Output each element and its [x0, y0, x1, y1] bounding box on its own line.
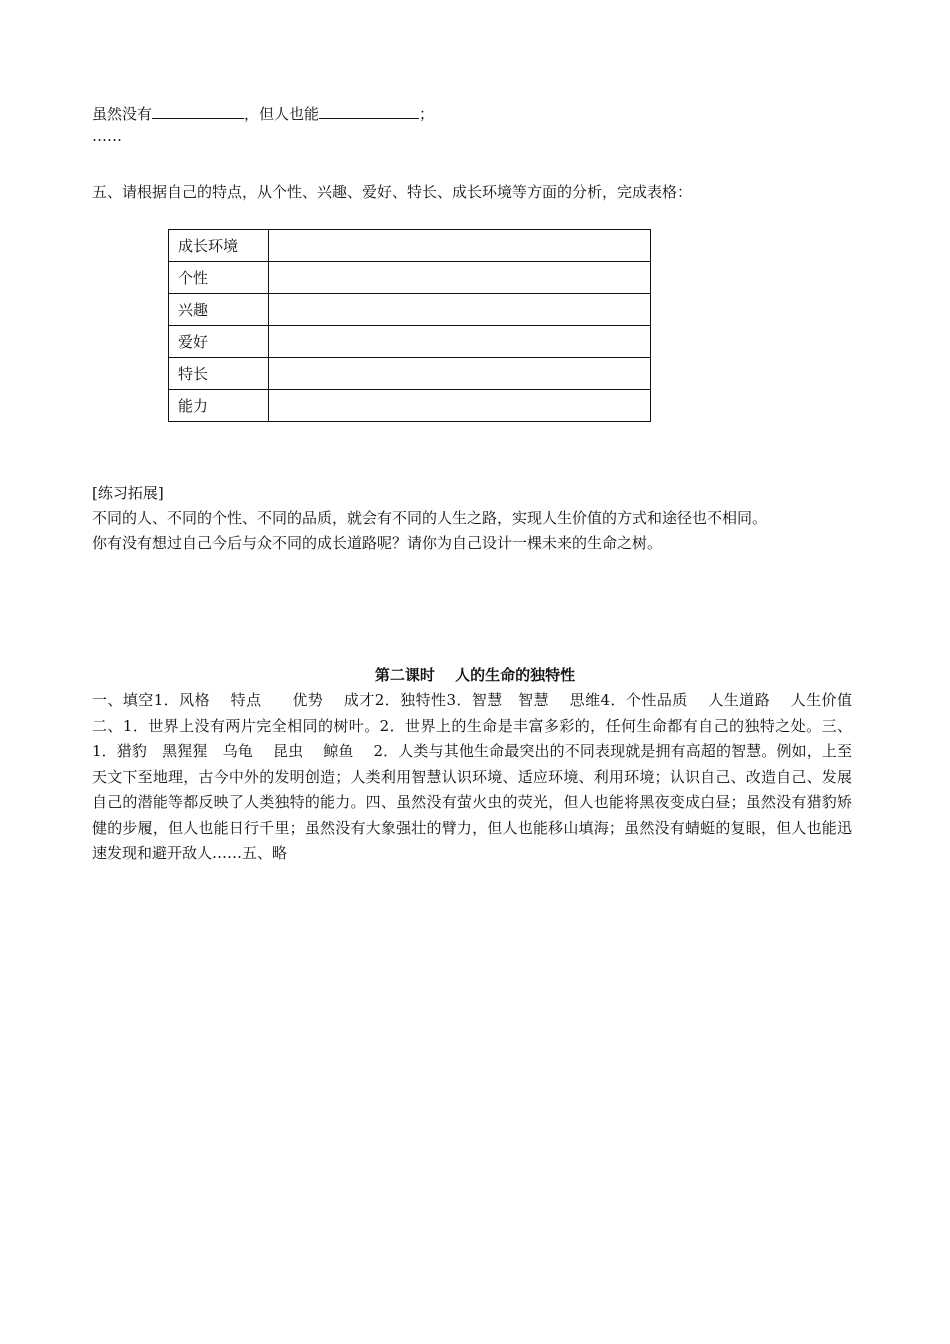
ellipsis-line: …… — [92, 127, 122, 145]
row-label: 成长环境 — [169, 230, 269, 262]
row-answer-cell[interactable] — [269, 326, 651, 358]
sentence-part-3: ； — [419, 105, 435, 123]
row-answer-cell[interactable] — [269, 294, 651, 326]
fill-in-sentence — [92, 104, 434, 124]
row-label: 兴趣 — [169, 294, 269, 326]
table-row — [169, 262, 651, 294]
row-answer-cell[interactable] — [269, 230, 651, 262]
answer-blank-2[interactable] — [319, 104, 419, 119]
answer-section-title: 第二课时 人的生命的独特性 — [374, 666, 576, 684]
table-row — [169, 390, 651, 422]
row-label: 能力 — [169, 390, 269, 422]
table-row — [169, 326, 651, 358]
row-label: 个性 — [169, 262, 269, 294]
practice-paragraph — [92, 506, 862, 556]
row-answer-cell[interactable] — [269, 358, 651, 390]
section-5-prompt: 五、请根据自己的特点，从个性、兴趣、爱好、特长、成长环境等方面的分析，完成表格： — [92, 183, 693, 201]
self-analysis-table — [168, 229, 651, 422]
practice-heading: [练习拓展] — [92, 484, 164, 502]
row-answer-cell[interactable] — [269, 390, 651, 422]
answer-paragraph: 一、填空1．风格 特点 优势 成才2．独特性3．智慧 智慧 思维4．个性品质 人生道路 人生价值 二、1．世界上没有两片完全相同的树叶。2．世界上的生命是丰富多彩的，任何生命都有自己的独特之处。三、1．猎豹 黑猩猩 乌龟 昆虫 鲸鱼 2．人类与其他生命最突出的不同表现就是拥有高超的智慧。例如，上至天文下至地理，古今中外的发明创造；人类利用智慧认识环境、适应环境、利用环境；认识自己、改造自己、发展自己的潜能等都反映了人类独特的能力。四、虽然没有萤火虫的荧光，但人也能将黑夜变成白昼；虽然没有猎豹矫健的步履，但人也能日行千里；虽然没有大象强壮的臂力，但人也能移山填海；虽然没有蜻蜓的复眼，但人也能迅速发现和避开敌人……五、略 — [92, 691, 868, 862]
row-answer-cell[interactable] — [269, 262, 651, 294]
practice-line-1: 不同的人、不同的个性、不同的品质，就会有不同的人生之路，实现人生价值的方式和途径也不相同。 — [92, 509, 768, 527]
answer-blank-1[interactable] — [152, 104, 244, 119]
table-row — [169, 230, 651, 262]
table-row — [169, 358, 651, 390]
row-label: 特长 — [169, 358, 269, 390]
sentence-part-2: ，但人也能 — [244, 105, 320, 123]
practice-line-2: 你有没有想过自己今后与众不同的成长道路呢？请你为自己设计一棵未来的生命之树。 — [92, 534, 663, 552]
row-label: 爱好 — [169, 326, 269, 358]
sentence-part-1: 虽然没有 — [92, 105, 153, 123]
table-row — [169, 294, 651, 326]
